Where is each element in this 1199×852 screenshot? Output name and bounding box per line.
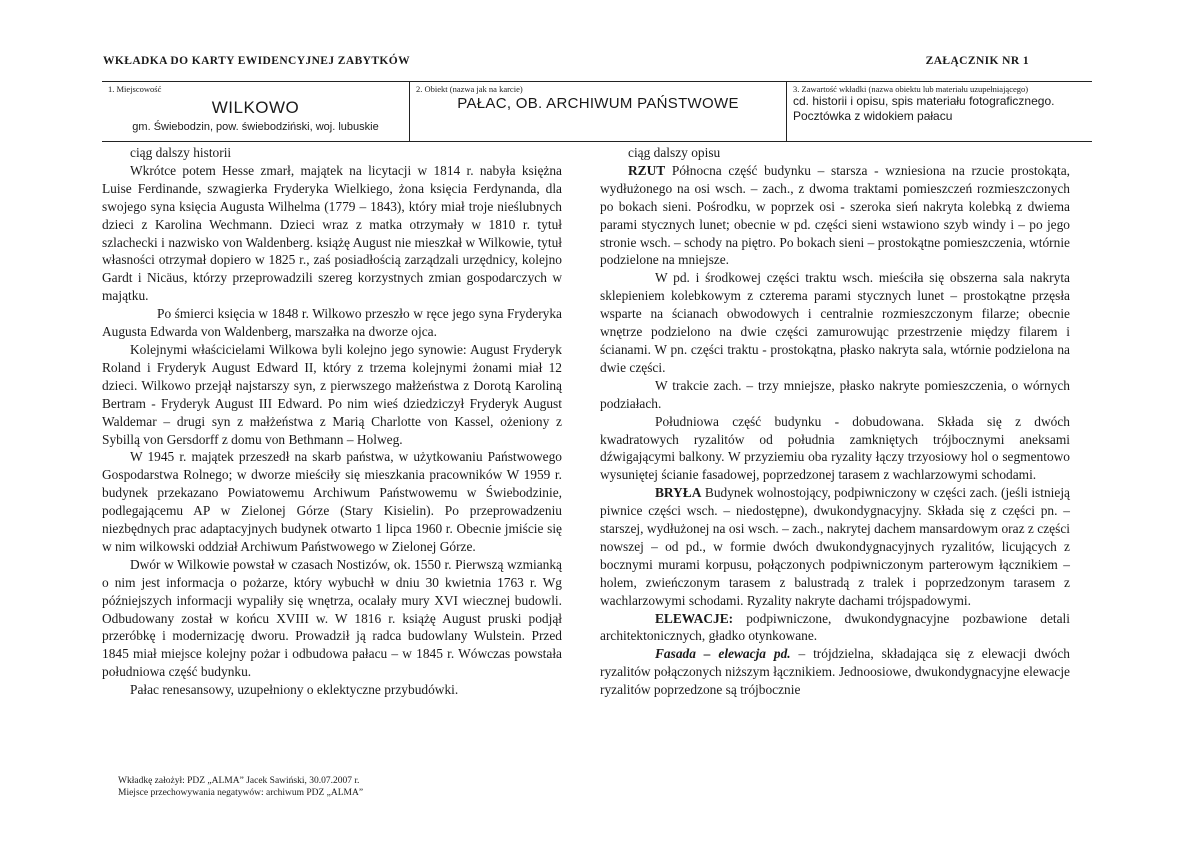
footer-notes: [118, 775, 363, 799]
content-value: cd. historii i opisu, spis materiału fotograficznego. Pocztówka z widokiem pałacu: [793, 94, 1055, 123]
fasada-heading: Fasada – elewacja pd.: [655, 646, 791, 662]
bryla-text: Budynek wolnostojący, podpiwniczony w części zach. (jeśli istnieją piwnice części wsch. – niedostępne), dwukondygnacyjny. Składa się z części pn. – starszej, wydłużonej na osi wsch. – zach., nakrytej dachem mansardowym oraz z części nowszej – od pd., w formie dwóch dwukondygnacyjnych ryzalitów, licujących z bocznymi murami korpusu, połączonych podpiwniczonym parterowym łącznikiem – holem, zwieńczonym tarasem z balustradą z tralek i poprzedzonym tarasem z wachlarzowymi schodami. Ryzality nakryte dachami trójspadowymi.: [600, 485, 1070, 608]
object-field: [410, 82, 787, 141]
place-field: [102, 82, 410, 141]
description-paragraph: W pd. i środkowej części traktu wsch. mieściła się obszerna sala nakryta sklepieniem kolebkowym z czterema parami stycznych lunet – prostokątne przęsła wsparte na ścianach obwodowych i centralnie rozmieszczonym filarze; obecnie wnętrze podzielono na dwie części zamurowując przestrzenie między filarem i ścianami. W pn. części traktu - prostokątna, płasko nakryta sala, wtórnie podzielona na dwie części.: [600, 270, 1070, 375]
elewacje-heading: ELEWACJE:: [655, 610, 734, 626]
description-column: [600, 144, 1070, 699]
place-administrative: gm. Świebodzin, pow. świebodziński, woj. lubuskie: [132, 121, 379, 133]
description-paragraph: Południowa część budynku - dobudowana. Składa się z dwóch kwadratowych ryzalitów od południa zamkniętych trójbocznymi aneksami dźwigającymi balkony. W przyziemiu oba ryzality łączy trzyosiowy hol o segmentowo wysuniętej ścianie fasadowej, poprzedzonej tarasem z wachlarzowymi schodami.: [600, 413, 1070, 483]
history-paragraph: Pałac renesansowy, uzupełniony o eklektyczne przybudówki.: [130, 682, 459, 698]
elewacje-paragraph: [600, 610, 1070, 646]
rzut-paragraph: [600, 162, 1070, 269]
content-field: [787, 82, 1092, 141]
history-paragraph: W 1945 r. majątek przeszedł na skarb państwa, w użytkowaniu Państwowego Gospodarstwa Rolnego; w dworze mieściły się mieszkania pracowników W 1959 r. budynek przekazano Powiatowemu Archiwum Państwowemu w Świebodzinie, podlegającemu AP w Zielonej Górze (Stary Kisielin). Po przeprowadzeniu niezbędnych prac adaptacyjnych budynek otwarto 1 lipca 1960 r. Obecnie jmiście się w nim wilkowski oddział Archiwum Państwowego w Zielonej Górze.: [102, 449, 562, 554]
bryla-heading: BRYŁA: [655, 485, 702, 501]
description-subhead: ciąg dalszy opisu: [628, 145, 721, 160]
place-label: 1. Miejscowość: [108, 84, 162, 94]
history-paragraph: Dwór w Wilkowie powstał w czasach Nostizów, ok. 1550 r. Pierwszą wzmianką o nim jest informacja o pożarze, który wybuchł w dniu 30 kwietnia 1763 r. Wg późniejszych informacji wypaliły się wnętrza, ocalały mury XVI wiecznej budowli. Odbudowany został w końcu XVIII w. W 1816 r. książę August pruski podjął przeróbkę i modernizację dworu. Prowadził ją radca budowlany Wulstein. Przed 1845 miał miejsce kolejny pożar i odbudowa pałacu – w 1845 r. Wówczas powstała południowa część budynku.: [102, 556, 562, 680]
object-label: 2. Obiekt (nazwa jak na karcie): [416, 84, 523, 94]
object-value: PAŁAC, OB. ARCHIWUM PAŃSTWOWE: [457, 95, 739, 112]
footer-negatives-location: Miejsce przechowywania negatywów: archiwum PDZ „ALMA”: [118, 788, 364, 798]
history-subhead: ciąg dalszy historii: [130, 145, 232, 160]
fasada-text: – trójdzielna, składająca się z elewacji dwóch ryzalitów połączonych niższym łącznikiem. Jednoosiowe, dwukondygnacyjne elewacje ryzalitów poprzedzone są trójbocznie: [600, 646, 1070, 698]
header-fields: [102, 81, 1092, 142]
rzut-text: Północna część budynku – starsza - wzniesiona na rzucie prostokąta, wydłużonego na osi wsch. – zach., z dwoma traktami pomieszczeń rozmieszczonych po bokach sieni. Pośrodku, w poprzek osi - szeroka sień nakryta kolebką z dwiema parami stycznych lunet; obecnie w pd. części sieni wstawiono szyb windy i – po jego stronie wsch. – schody na piętro. Po bokach sieni – prostokątne pomieszczenia, wtórnie podzielone na mniejsze.: [600, 162, 1070, 268]
fasada-paragraph: [600, 645, 1070, 699]
content-label: 3. Zawartość wkładki (nazwa obiektu lub materiału uzupełniającego): [793, 84, 1029, 94]
form-title: WKŁADKA DO KARTY EWIDENCYJNEJ ZABYTKÓW: [103, 55, 411, 67]
description-paragraph: W trakcie zach. – trzy mniejsze, płasko nakryte pomieszczenia, o wórnych podziałach.: [600, 377, 1070, 411]
history-paragraph: Wkrótce potem Hesse zmarł, majątek na licytacji w 1814 r. nabyła księżna Luise Ferdinande, szwagierka Fryderyka Wielkiego, żona księcia Ferdynanda, dla swojego syna księcia Augusta Wilhelma (1779 – 1843), który miał troje nieślubnych dzieci z Karolina Wechmann. Dzieci wraz z matka otrzymały w 1810 r. tytuł szlachecki i nazwisko von Waldenberg. książę August nie mieszkał w Wilkowie, tytuł własności otrzymał dopiero w 1825 r., zaś posiadłością zarządzali urzędnicy, kolejno Gardt i Nicäus, którzy przeprowadzili szereg korzystnych zmian gospodarczych w majątku.: [102, 162, 562, 304]
attachment-number: ZAŁĄCZNIK NR 1: [925, 55, 1029, 67]
place-value: WILKOWO: [211, 98, 300, 117]
rzut-heading: RZUT: [628, 162, 666, 178]
history-column: [102, 144, 562, 699]
bryla-paragraph: [600, 484, 1070, 609]
history-paragraph: Kolejnymi właścicielami Wilkowa byli kolejno jego synowie: August Fryderyk Roland i Fryderyk August Edward II, który z trzema kolejnymi żonami miał 12 dzieci. Wilkowo przejął najstarszy syn, z pierwszego małżeństwa z Dorotą Karoliną Bertram - Fryderyk August III Edward. Po nim wieś dziedziczył Fryderyk August Waldemar – drugi syn z małżeństwa z Marią Charlotte von Kassel, ożeniony z Sybillą von Gersdorff z domu von Bethmann – Holweg.: [102, 341, 562, 447]
elewacje-text: podpiwniczone, dwukondygnacyjne pozbawione detali architektonicznych, gładko otynkowane.: [600, 610, 1070, 644]
history-paragraph: Po śmierci księcia w 1848 r. Wilkowo przeszło w ręce jego syna Fryderyka Augusta Edwarda von Waldenberg, marszałka na dworze ojca.: [102, 306, 562, 340]
footer-author: Wkładkę założył: PDZ „ALMA” Jacek Sawiński, 30.07.2007 r.: [118, 776, 360, 786]
